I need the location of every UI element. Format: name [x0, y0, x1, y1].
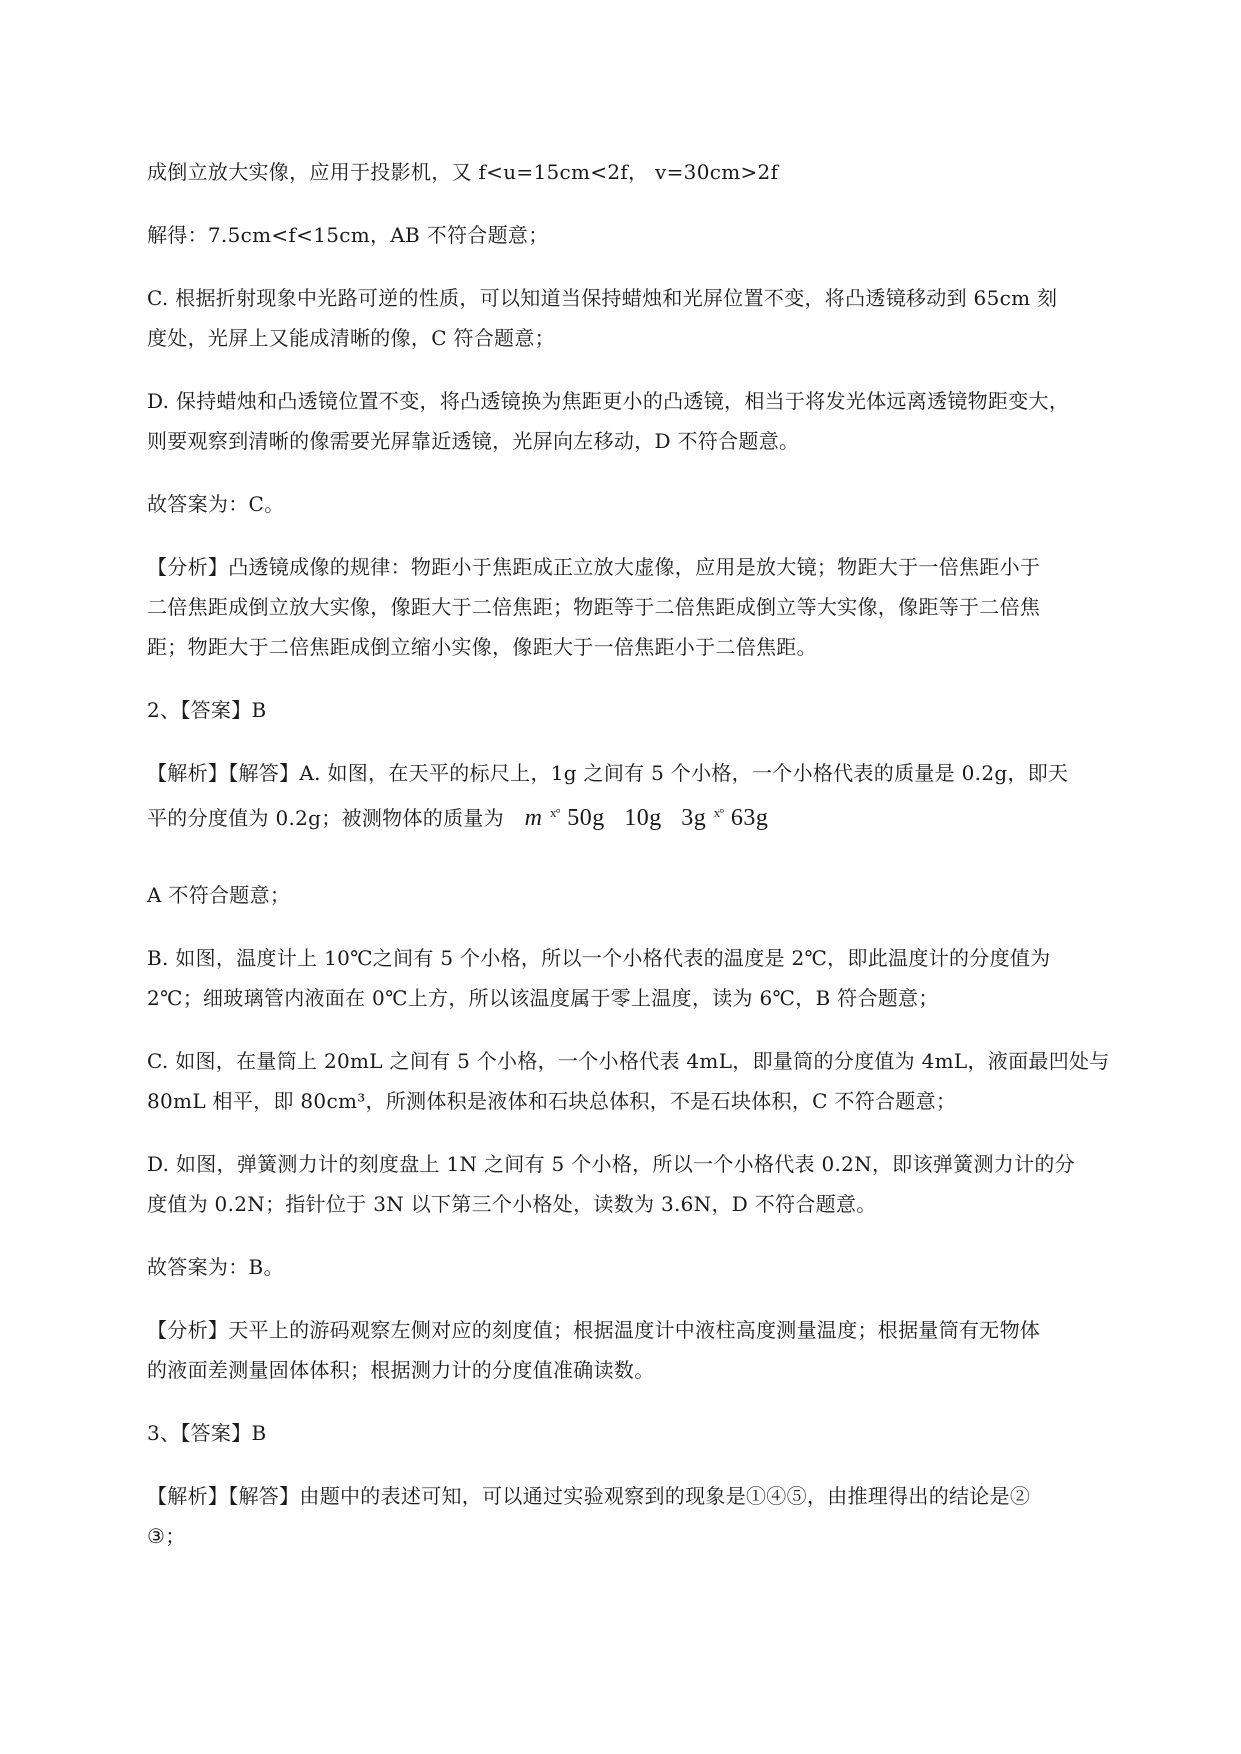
paragraph-p2 [147, 215, 1140, 255]
paragraph-p12 [147, 1144, 1140, 1224]
text-line: 二倍焦距成倒立放大实像，像距大于二倍焦距；物距等于二倍焦距成倒立等大实像，像距等于二倍焦 [147, 595, 1041, 619]
text-line: A 不符合题意； [147, 883, 291, 907]
paragraph-p6 [147, 547, 1140, 667]
paragraph-p13 [147, 1247, 1140, 1287]
paragraph-p3 [147, 278, 1140, 358]
text-line: 度处，光屏上又能成清晰的像，C 符合题意； [147, 326, 555, 350]
formula-result: 63g [730, 805, 769, 831]
paragraph-p7 [147, 690, 1140, 730]
paragraph-p16 [147, 1476, 1140, 1556]
paragraph-p8 [147, 753, 1140, 838]
paragraph-p5 [147, 484, 1140, 524]
text-line: 【解析】【解答】由题中的表述可知，可以通过实验观察到的现象是①④⑤，由推理得出的结论是② [147, 1484, 1031, 1508]
text-line: C. 如图，在量筒上 20mL 之间有 5 个小格，一个小格代表 4mL，即量筒的分度值为 4mL，液面最凹处与 [147, 1049, 1110, 1073]
paragraph-p11 [147, 1041, 1140, 1121]
text-line: 解得：7.5cm<f<15cm，AB 不符合题意； [147, 223, 549, 247]
text-line: 2、【答案】B [147, 698, 267, 722]
text-line: 故答案为：B。 [147, 1255, 284, 1279]
formula-prefix: 平的分度值为 0.2g；被测物体的质量为 [147, 806, 504, 830]
text-line: 故答案为：C。 [147, 492, 285, 516]
formula-line [147, 793, 1140, 838]
text-line: 【解析】【解答】A. 如图，在天平的标尺上，1g 之间有 5 个小格，一个小格代表的质量是 0.2g，即天 [147, 761, 1069, 785]
paragraph-p9 [147, 875, 1140, 915]
spacer [147, 861, 1140, 875]
formula-operator: x° [549, 805, 560, 820]
paragraph-p14 [147, 1310, 1140, 1390]
formula-variable-m: m [524, 805, 543, 831]
text-line: 则要观察到清晰的像需要光屏靠近透镜，光屏向左移动，D 不符合题意。 [147, 429, 800, 453]
text-line: 距；物距大于二倍焦距成倒立缩小实像，像距大于一倍焦距小于二倍焦距。 [147, 635, 817, 659]
text-line: 3、【答案】B [147, 1421, 267, 1445]
paragraph-p4 [147, 381, 1140, 461]
text-line: 的液面差测量固体体积；根据测力计的分度值准确读数。 [147, 1358, 655, 1382]
paragraph-p15 [147, 1413, 1140, 1453]
mass-formula [525, 805, 769, 831]
text-line: B. 如图，温度计上 10℃之间有 5 个小格，所以一个小格代表的温度是 2℃，即此温度计的分度值为 [147, 946, 1051, 970]
text-line: 【分析】天平上的游码观察左侧对应的刻度值；根据温度计中液柱高度测量温度；根据量筒有无物体 [147, 1318, 1041, 1342]
text-line: 度值为 0.2N；指针位于 3N 以下第三个小格处，读数为 3.6N，D 不符合题意。 [147, 1192, 877, 1216]
text-line: 【分析】凸透镜成像的规律：物距小于焦距成正立放大虚像，应用是放大镜；物距大于一倍焦距小于 [147, 555, 1041, 579]
text-line: 2℃；细玻璃管内液面在 0℃上方，所以该温度属于零上温度，读为 6℃，B 符合题意； [147, 986, 939, 1010]
formula-operator: x° [713, 805, 724, 820]
paragraph-p10 [147, 938, 1140, 1018]
text-line: C. 根据折射现象中光路可逆的性质，可以知道当保持蜡烛和光屏位置不变，将凸透镜移动到 65cm 刻 [147, 286, 1058, 310]
text-line: D. 保持蜡烛和凸透镜位置不变，将凸透镜换为焦距更小的凸透镜，相当于将发光体远离透镜物距变大， [147, 389, 1070, 413]
text-line: 成倒立放大实像，应用于投影机，又 f<u=15cm<2f， v=30cm>2f [147, 160, 779, 184]
text-line: ③； [147, 1524, 186, 1548]
paragraph-p1 [147, 152, 1140, 192]
formula-terms: 50g 10g 3g [567, 805, 707, 831]
text-line: 80mL 相平，即 80cm³，所测体积是液体和石块总体积，不是石块体积，C 不符合题意； [147, 1089, 957, 1113]
text-line: D. 如图，弹簧测力计的刻度盘上 1N 之间有 5 个小格，所以一个小格代表 0.2N，即该弹簧测力计的分 [147, 1152, 1075, 1176]
document-content [147, 152, 1140, 1579]
